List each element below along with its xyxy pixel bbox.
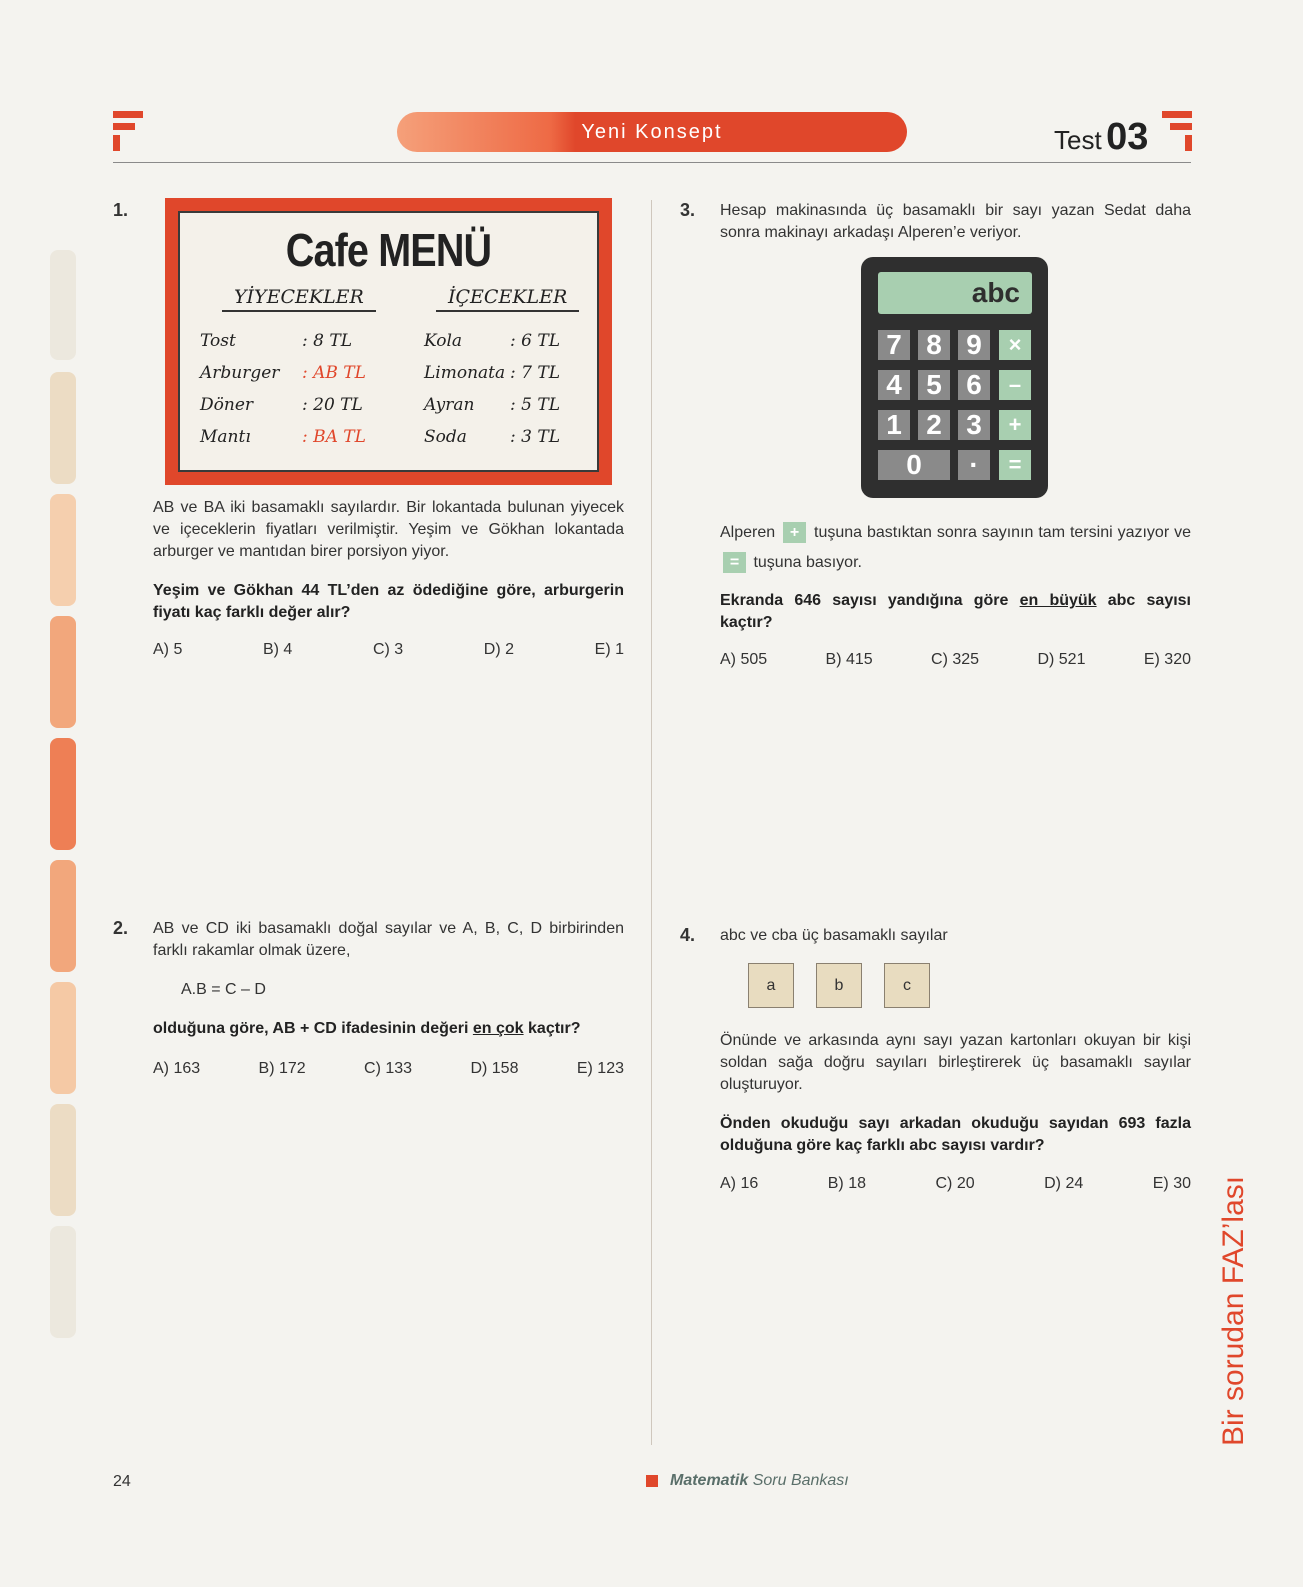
header-divider bbox=[113, 162, 1191, 163]
option-c[interactable]: C) 133 bbox=[364, 1060, 413, 1077]
question-number: 4. bbox=[680, 925, 696, 945]
question-text: abc ve cba üç basamaklı sayılar bbox=[720, 927, 948, 944]
question-prompt: Önden okuduğu sayı arkadan okuduğu sayıdan 693 fazla olduğuna göre kaç farklı abc sayısı vardır? bbox=[720, 1115, 1191, 1154]
menu-item-name: Limonata bbox=[424, 363, 506, 383]
option-b[interactable]: B) 172 bbox=[258, 1060, 306, 1077]
menu-item-name: Mantı bbox=[200, 427, 251, 447]
menu-item-name: Kola bbox=[424, 331, 463, 351]
option-c[interactable]: C) 3 bbox=[372, 641, 404, 658]
menu-item-price: : 3 TL bbox=[510, 427, 560, 447]
brand-logo-icon bbox=[1162, 111, 1192, 151]
side-tab bbox=[50, 738, 76, 850]
side-slogan: Bir sorudan FAZ’lası bbox=[1217, 1175, 1250, 1446]
side-tab bbox=[50, 860, 76, 972]
footer-square-icon bbox=[646, 1475, 658, 1487]
side-tab bbox=[50, 1226, 76, 1338]
answer-options bbox=[153, 1060, 624, 1078]
calculator-screen: abc bbox=[878, 272, 1032, 314]
question-prompt: Yeşim ve Gökhan 44 TL’den az ödediğine göre, arburgerin fiyatı kaç farklı değer alır? bbox=[153, 582, 624, 621]
menu-item-name: Arburger bbox=[200, 363, 280, 383]
menu-item-price: : AB TL bbox=[302, 363, 366, 383]
menu-item-price: : 20 TL bbox=[302, 395, 363, 415]
answer-options bbox=[153, 641, 624, 659]
side-tab bbox=[50, 494, 76, 606]
option-b[interactable]: B) 415 bbox=[825, 651, 873, 668]
question-number: 2. bbox=[113, 918, 129, 938]
answer-options bbox=[720, 1175, 1191, 1193]
option-c[interactable]: C) 20 bbox=[935, 1175, 975, 1192]
side-tab bbox=[50, 616, 76, 728]
option-b[interactable]: B) 18 bbox=[827, 1175, 866, 1192]
side-tab bbox=[50, 372, 76, 484]
drink-heading: İÇECEKLER bbox=[436, 286, 579, 312]
prompt-emphasis: en çok bbox=[472, 1020, 524, 1037]
key-8: 8 bbox=[918, 330, 950, 360]
calculator bbox=[861, 257, 1048, 498]
book-title bbox=[670, 1472, 849, 1490]
menu-item-price: : BA TL bbox=[302, 427, 366, 447]
question-text: AB ve BA iki basamaklı sayılardır. Bir lokantada bulunan yiyecek ve içeceklerin fiyatları verilmiştir. Yeşim ve Gökhan lokantada arburger ve mantıdan birer porsiyon yiyor. bbox=[153, 499, 624, 560]
question-number: 3. bbox=[680, 200, 696, 220]
key-decimal: · bbox=[958, 450, 990, 480]
option-a[interactable]: A) 5 bbox=[153, 641, 183, 658]
book-title-rest: Soru Bankası bbox=[748, 1472, 849, 1489]
key-2: 2 bbox=[918, 410, 950, 440]
prompt-text: abc sayısı kaçtır? bbox=[720, 592, 1191, 631]
option-a[interactable]: A) 505 bbox=[720, 651, 768, 668]
option-d[interactable]: D) 24 bbox=[1044, 1175, 1084, 1192]
prompt-text: Ekranda 646 sayısı yandığına göre bbox=[720, 592, 1020, 609]
question-text: Önünde ve arkasında aynı sayı yazan kartonları okuyan bir kişi soldan sağa doğru sayıları birleştirerek üç basamaklı sayılar oluşturuyor. bbox=[720, 1032, 1191, 1093]
menu-item-name: Tost bbox=[200, 331, 236, 351]
answer-options bbox=[720, 651, 1191, 669]
side-tab bbox=[50, 982, 76, 1094]
option-e[interactable]: E) 123 bbox=[576, 1060, 624, 1077]
test-prefix: Test bbox=[1054, 125, 1102, 155]
question-text: AB ve CD iki basamaklı doğal sayılar ve A, B, C, D birbirinden farklı rakamlar olmak üzere, bbox=[153, 920, 624, 959]
menu-item-price: : 8 TL bbox=[302, 331, 352, 351]
card-c: c bbox=[884, 963, 930, 1008]
key-3: 3 bbox=[958, 410, 990, 440]
test-label bbox=[1054, 116, 1148, 159]
column-divider bbox=[651, 200, 652, 1445]
option-e[interactable]: E) 320 bbox=[1143, 651, 1191, 668]
section-banner: Yeni Konsept bbox=[397, 112, 907, 152]
menu-title: Cafe MENÜ bbox=[285, 224, 492, 276]
key-4: 4 bbox=[878, 370, 910, 400]
menu-item-price: : 7 TL bbox=[510, 363, 560, 383]
option-b[interactable]: B) 4 bbox=[262, 641, 293, 658]
key-plus: + bbox=[999, 410, 1031, 440]
equation: A.B = C – D bbox=[181, 981, 266, 998]
side-tab bbox=[50, 1104, 76, 1216]
key-1: 1 bbox=[878, 410, 910, 440]
equals-key-icon: = bbox=[723, 552, 746, 573]
option-a[interactable]: A) 163 bbox=[153, 1060, 201, 1077]
question-text bbox=[720, 518, 1191, 578]
card-b: b bbox=[816, 963, 862, 1008]
plus-key-icon: + bbox=[783, 522, 806, 543]
key-minus: – bbox=[999, 370, 1031, 400]
option-a[interactable]: A) 16 bbox=[720, 1175, 759, 1192]
option-e[interactable]: E) 1 bbox=[594, 641, 624, 658]
option-d[interactable]: D) 521 bbox=[1037, 651, 1086, 668]
key-0: 0 bbox=[878, 450, 950, 480]
menu-item-price: : 5 TL bbox=[510, 395, 560, 415]
option-c[interactable]: C) 325 bbox=[931, 651, 980, 668]
key-5: 5 bbox=[918, 370, 950, 400]
prompt-text: kaçtır? bbox=[523, 1020, 581, 1037]
key-9: 9 bbox=[958, 330, 990, 360]
key-6: 6 bbox=[958, 370, 990, 400]
menu-item-name: Döner bbox=[200, 395, 254, 415]
option-e[interactable]: E) 30 bbox=[1152, 1175, 1191, 1192]
key-7: 7 bbox=[878, 330, 910, 360]
book-title-bold: Matematik bbox=[670, 1472, 749, 1489]
question-prompt bbox=[720, 590, 1191, 634]
question-number: 1. bbox=[113, 200, 129, 220]
menu-item-name: Soda bbox=[424, 427, 467, 447]
prompt-emphasis: en büyük bbox=[1019, 592, 1097, 609]
question-text: Hesap makinasında üç basamaklı bir sayı yazan Sedat daha sonra makinayı arkadaşı Alperen’e veriyor. bbox=[720, 202, 1191, 241]
key-equals: = bbox=[999, 450, 1031, 480]
option-d[interactable]: D) 158 bbox=[470, 1060, 519, 1077]
question-prompt bbox=[153, 1018, 624, 1040]
card-a: a bbox=[748, 963, 794, 1008]
text-fragment: tuşuna bastıktan sonra sayının tam tersini yazıyor ve bbox=[814, 524, 1191, 541]
menu-item-price: : 6 TL bbox=[510, 331, 560, 351]
menu-item-name: Ayran bbox=[424, 395, 475, 415]
option-d[interactable]: D) 2 bbox=[483, 641, 515, 658]
food-heading: YİYECEKLER bbox=[222, 286, 376, 312]
test-number: 03 bbox=[1106, 116, 1149, 158]
side-tab bbox=[50, 250, 76, 360]
text-fragment: tuşuna basıyor. bbox=[753, 554, 862, 571]
key-multiply: × bbox=[999, 330, 1031, 360]
page-number: 24 bbox=[113, 1473, 131, 1490]
cafe-menu bbox=[178, 211, 599, 472]
brand-logo-icon bbox=[113, 111, 143, 151]
text-fragment: Alperen bbox=[720, 524, 776, 541]
prompt-text: olduğuna göre, AB + CD ifadesinin değeri bbox=[153, 1020, 473, 1037]
